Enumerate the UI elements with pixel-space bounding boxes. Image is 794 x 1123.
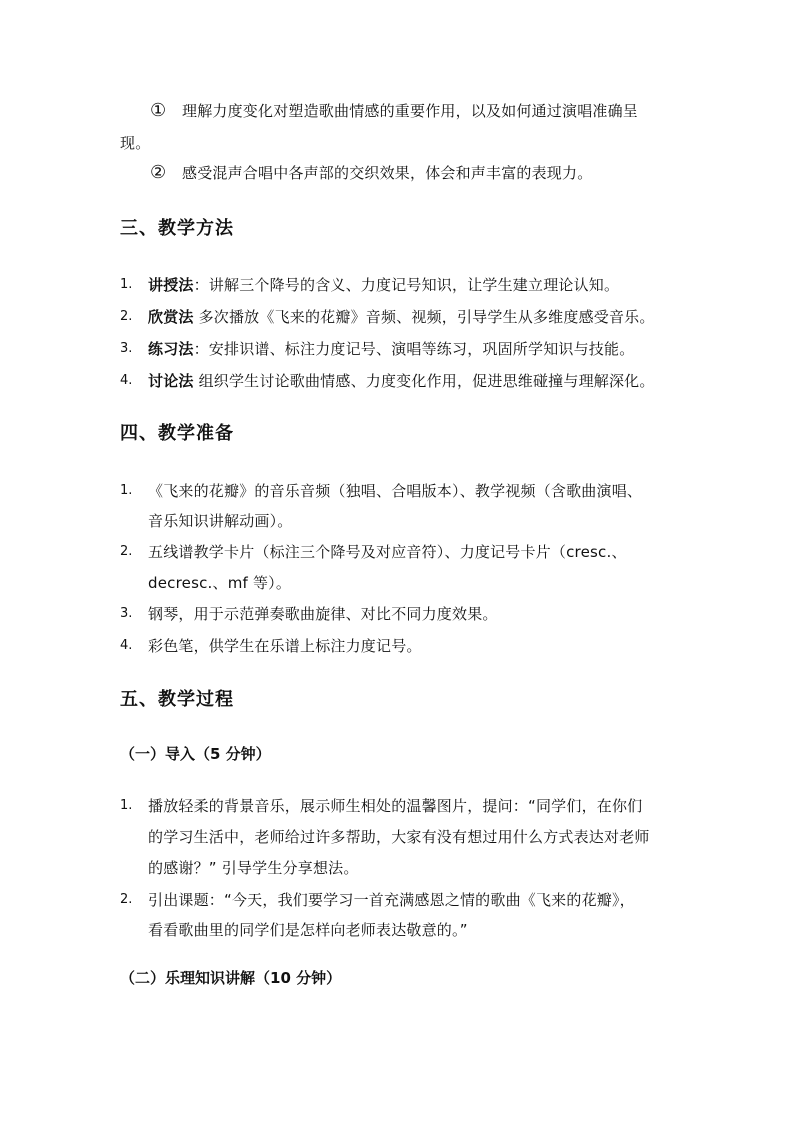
list-item-text: 《飞来的花瓣》的音乐音频（独唱、合唱版本）、教学视频（含歌曲演唱、 [148,482,643,500]
objective-continuation: 现。 [120,134,151,152]
list-number: 4. [120,373,133,388]
list-item-continuation: 的学习生活中，老师给过许多帮助，大家有没有想过用什么方式表达对老师 [148,828,650,846]
section-heading-process: 五、教学过程 [120,689,234,710]
list-number: 4. [120,638,133,653]
list-item-text: 五线谱教学卡片（标注三个降号及对应音符）、力度记号卡片（cresc.、 [148,543,627,561]
list-number: 3. [120,606,133,621]
list-item [148,339,634,359]
subsection-heading-intro: （一）导入（5 分钟） [120,745,271,763]
list-item [148,307,655,327]
objective-text: 理解力度变化对塑造歌曲情感的重要作用，以及如何通过演唱准确呈 [182,102,639,120]
list-item-text: 彩色笔，供学生在乐谱上标注力度记号。 [148,637,422,655]
section-heading-preparation: 四、教学准备 [120,423,234,444]
objective-item [150,163,592,183]
method-text: ：安排识谱、标注力度记号、演唱等练习，巩固所学知识与技能。 [193,340,635,358]
circled-number: ① [150,100,167,121]
list-item-text: 引出课题：“今天，我们要学习一首充满感恩之情的歌曲《飞来的花瓣》， [148,891,635,909]
list-number: 1. [120,277,133,292]
list-number: 1. [120,798,133,813]
circled-number: ② [150,162,167,183]
method-term: 讲授法 [148,276,194,294]
list-number: 1. [120,483,133,498]
list-item [148,275,619,295]
list-number: 2. [120,309,133,324]
method-term: 欣赏法 [148,308,194,326]
list-item-continuation: 音乐知识讲解动画）。 [148,512,293,530]
list-item-continuation: decresc.、mf 等）。 [148,574,292,592]
subsection-heading-theory: （二）乐理知识讲解（10 分钟） [120,969,342,987]
method-text: 组织学生讨论歌曲情感、力度变化作用，促进思维碰撞与理解深化。 [193,372,655,390]
list-item [148,371,655,391]
list-number: 2. [120,892,133,907]
list-number: 2. [120,544,133,559]
list-item-text: 钢琴，用于示范弹奏歌曲旋律、对比不同力度效果。 [148,605,498,623]
method-text: 多次播放《飞来的花瓣》音频、视频，引导学生从多维度感受音乐。 [193,308,655,326]
list-item-continuation: 看看歌曲里的同学们是怎样向老师表达敬意的。” [148,921,468,939]
list-item-continuation: 的感谢？” 引导学生分享想法。 [148,859,359,877]
method-term: 练习法 [148,340,194,358]
list-number: 3. [120,341,133,356]
objective-text: 感受混声合唱中各声部的交织效果，体会和声丰富的表现力。 [182,164,593,182]
method-term: 讨论法 [148,372,194,390]
section-heading-methods: 三、教学方法 [120,218,234,239]
method-text: ：讲解三个降号的含义、力度记号知识，让学生建立理论认知。 [193,276,620,294]
list-item-text: 播放轻柔的背景音乐，展示师生相处的温馨图片，提问：“同学们，在你们 [148,797,643,815]
objective-item [150,101,638,121]
